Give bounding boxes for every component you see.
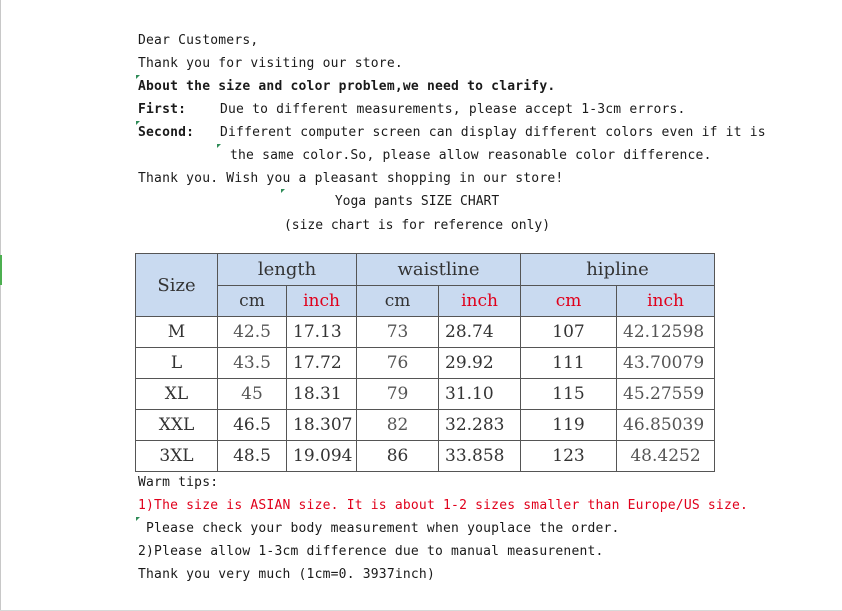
size-cell: L — [136, 348, 218, 379]
second-line — [138, 125, 766, 141]
unit-waist-cm: cm — [357, 286, 439, 317]
waist-inch-cell: 28.74 — [439, 317, 521, 348]
hip-inch-cell: 48.4252 — [617, 441, 715, 472]
hip-inch-cell: 42.12598 — [617, 317, 715, 348]
unit-hip-cm: cm — [521, 286, 617, 317]
group-waistline: waistline — [357, 254, 521, 286]
comment-marker — [136, 517, 140, 521]
hip-cm-cell: 107 — [521, 317, 617, 348]
waist-inch-cell: 31.10 — [439, 379, 521, 410]
chart-title: Yoga pants SIZE CHART — [334, 194, 500, 209]
page-left-border — [0, 0, 1, 611]
comment-marker — [281, 189, 285, 193]
first-label: First: — [138, 102, 187, 117]
length-inch-cell: 17.72 — [287, 348, 357, 379]
tip-1-continued: Please check your body measurement when youplace the order. — [146, 521, 620, 536]
group-length: length — [218, 254, 357, 286]
size-cell: XL — [136, 379, 218, 410]
size-cell: 3XL — [136, 441, 218, 472]
waist-inch-cell: 29.92 — [439, 348, 521, 379]
clarify-line: About the size and color problem,we need to clarify. — [138, 79, 556, 94]
size-cell: M — [136, 317, 218, 348]
length-inch-cell: 18.307 — [287, 410, 357, 441]
tips-heading: Warm tips: — [138, 475, 219, 490]
hip-cm-cell: 119 — [521, 410, 617, 441]
chart-subtitle: (size chart is for reference only) — [283, 218, 551, 233]
length-cm-cell: 48.5 — [218, 441, 287, 472]
length-cm-cell: 43.5 — [218, 348, 287, 379]
header-row-groups — [136, 254, 715, 286]
wish-line: Thank you. Wish you a pleasant shopping in our store! — [138, 171, 564, 186]
unit-waist-inch: inch — [439, 286, 521, 317]
hip-inch-cell: 46.85039 — [617, 410, 715, 441]
page-left-marker — [0, 255, 2, 285]
length-inch-cell: 18.31 — [287, 379, 357, 410]
tip-2: 2)Please allow 1-3cm difference due to manual measurenent. — [138, 544, 604, 559]
table-row — [136, 317, 715, 348]
second-text: Different computer screen can display different colors even if it is — [220, 125, 766, 140]
waist-cm-cell: 86 — [357, 441, 439, 472]
size-header: Size — [136, 254, 218, 317]
length-cm-cell: 46.5 — [218, 410, 287, 441]
comment-marker — [217, 144, 221, 148]
second-text-continued: the same color.So, please allow reasonable color difference. — [230, 148, 712, 163]
thanks-line: Thank you for visiting our store. — [138, 56, 403, 71]
hip-cm-cell: 115 — [521, 379, 617, 410]
length-inch-cell: 17.13 — [287, 317, 357, 348]
hip-inch-cell: 45.27559 — [617, 379, 715, 410]
length-inch-cell: 19.094 — [287, 441, 357, 472]
waist-cm-cell: 82 — [357, 410, 439, 441]
unit-hip-inch: inch — [617, 286, 715, 317]
waist-inch-cell: 32.283 — [439, 410, 521, 441]
unit-length-inch: inch — [287, 286, 357, 317]
group-hipline: hipline — [521, 254, 715, 286]
length-cm-cell: 45 — [218, 379, 287, 410]
table-row — [136, 441, 715, 472]
second-label: Second: — [138, 125, 195, 140]
table-row — [136, 410, 715, 441]
waist-inch-cell: 33.858 — [439, 441, 521, 472]
table-row — [136, 379, 715, 410]
hip-cm-cell: 123 — [521, 441, 617, 472]
closing-line: Thank you very much (1cm=0. 3937inch) — [138, 567, 435, 582]
first-text: Due to different measurements, please accept 1-3cm errors. — [220, 102, 686, 117]
size-chart-table — [135, 253, 715, 472]
waist-cm-cell: 79 — [357, 379, 439, 410]
waist-cm-cell: 76 — [357, 348, 439, 379]
unit-length-cm: cm — [218, 286, 287, 317]
table-row — [136, 348, 715, 379]
size-cell: XXL — [136, 410, 218, 441]
tip-1: 1)The size is ASIAN size. It is about 1-2 sizes smaller than Europe/US size. — [138, 498, 749, 513]
hip-inch-cell: 43.70079 — [617, 348, 715, 379]
waist-cm-cell: 73 — [357, 317, 439, 348]
first-line — [138, 102, 686, 118]
length-cm-cell: 42.5 — [218, 317, 287, 348]
hip-cm-cell: 111 — [521, 348, 617, 379]
greeting-line: Dear Customers, — [138, 33, 259, 48]
header-row-units — [136, 286, 715, 317]
